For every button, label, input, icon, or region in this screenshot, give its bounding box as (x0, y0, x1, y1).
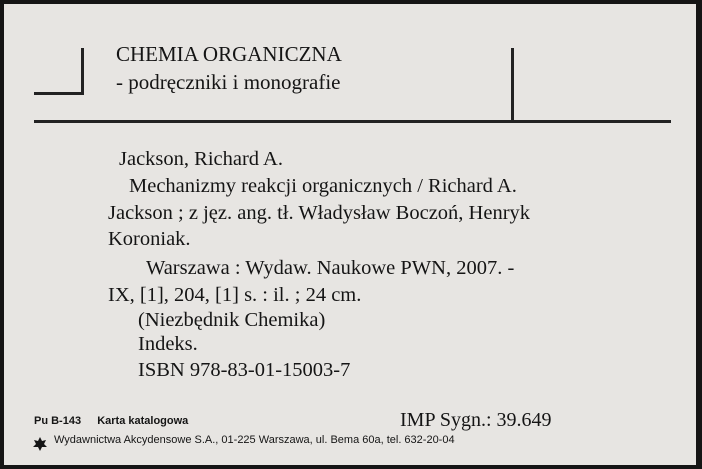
form-code (34, 415, 188, 427)
title-line-2: Jackson ; z jęz. ang. tł. Władysław Boczoń, Henryk (108, 202, 531, 224)
catalog-card (4, 4, 696, 465)
form-name: Karta katalogowa (97, 415, 189, 427)
corner-mark (81, 48, 84, 95)
subject-heading: CHEMIA ORGANICZNA (116, 42, 342, 66)
subject-subheading: - podręczniki i monografie (116, 70, 341, 94)
isbn: ISBN 978-83-01-15003-7 (138, 359, 351, 381)
author: Jackson, Richard A. (119, 148, 283, 170)
printer-info: Wydawnictwa Akcydensowe S.A., 01-225 Warszawa, ul. Bema 60a, tel. 632-20-04 (54, 434, 455, 446)
signature: Sygn.: 39.649 (439, 409, 552, 431)
signature-block (400, 409, 552, 432)
subject-heading-block (116, 40, 342, 96)
imp-label: IMP (400, 409, 435, 431)
index-note: Indeks. (138, 333, 198, 355)
header-divider (34, 120, 671, 123)
imprint-line-2: IX, [1], 204, [1] s. : il. ; 24 cm. (108, 284, 362, 306)
imprint-line-1: Warszawa : Wydaw. Naukowe PWN, 2007. - (146, 257, 515, 279)
header-divider-vertical (511, 48, 514, 122)
title-line-1: Mechanizmy reakcji organicznych / Richard A. (129, 175, 517, 197)
title-line-3: Koroniak. (108, 228, 191, 250)
corner-mark-base (34, 92, 84, 95)
form-code-label: Pu B-143 (34, 415, 82, 427)
publisher-logo-icon (32, 436, 48, 452)
series-note: (Niezbędnik Chemika) (138, 309, 326, 331)
